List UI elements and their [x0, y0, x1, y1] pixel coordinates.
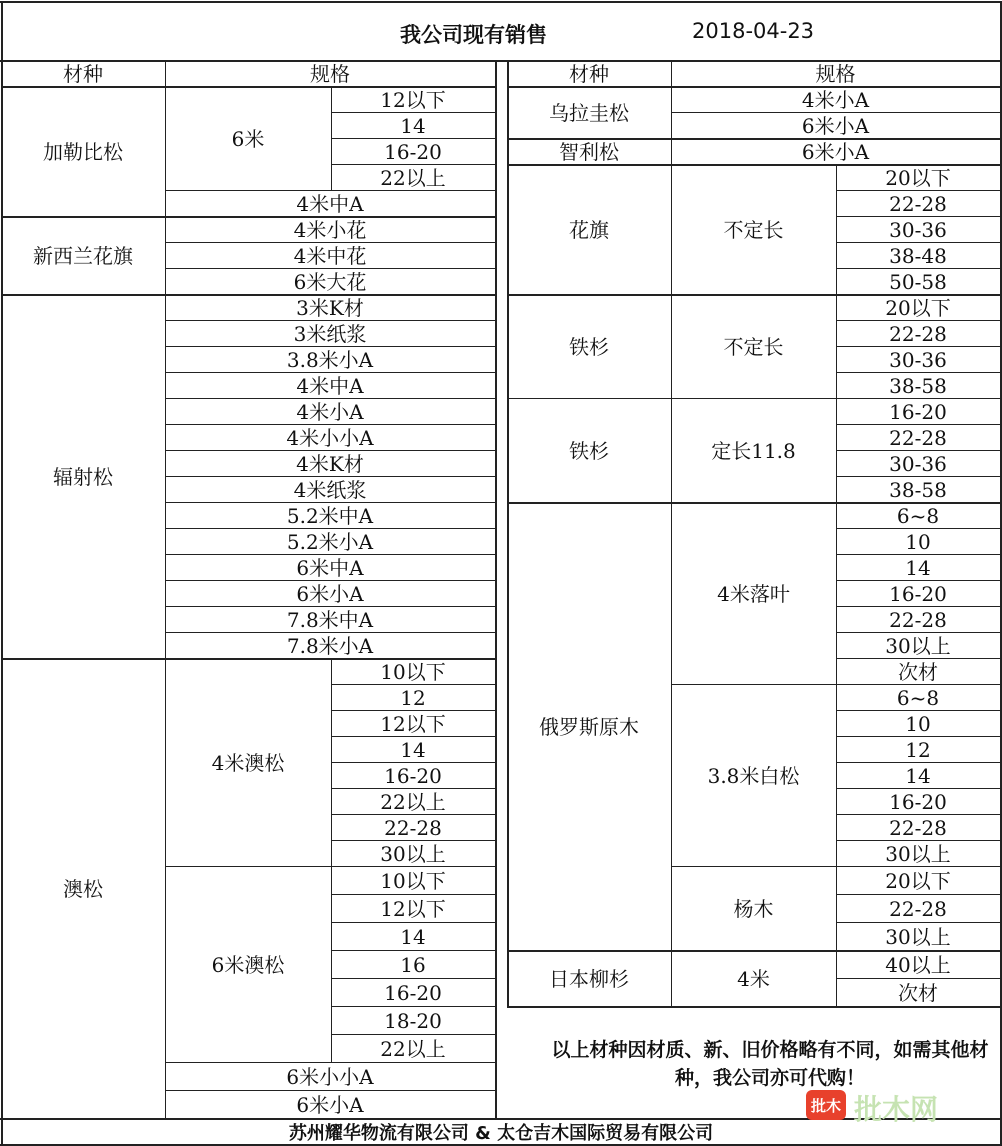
length-label: 不定长	[723, 218, 784, 242]
spec-item: 6米小A	[801, 140, 870, 164]
spec-item: 22-28	[889, 192, 947, 216]
spec-item: 38-58	[889, 478, 947, 502]
spec-item: 16-20	[889, 582, 947, 606]
watermark-logo	[806, 1088, 1002, 1126]
spec-item: 10以下	[380, 869, 446, 893]
spec-item: 22-28	[889, 608, 947, 632]
species-name: 铁杉	[569, 439, 609, 463]
spec-item: 14	[400, 114, 426, 138]
length-label: 3.8米白松	[707, 764, 800, 788]
spec-item: 3米纸浆	[293, 322, 367, 346]
spec-item: 14	[400, 738, 426, 762]
spec-item: 12以下	[380, 88, 446, 112]
spec-item: 22-28	[889, 426, 947, 450]
spec-item: 3米K材	[296, 296, 364, 320]
spec-item: 5.2米中A	[286, 504, 374, 528]
spec-item: 12以下	[380, 897, 446, 921]
spec-item: 4米小小A	[286, 426, 374, 450]
column-header-species: 材种	[569, 62, 609, 86]
spec-item: 14	[905, 764, 931, 788]
species-name: 俄罗斯原木	[539, 715, 639, 739]
spec-item: 6~8	[896, 504, 940, 528]
length-label: 6米澳松	[211, 953, 285, 977]
spec-item: 4米中A	[296, 374, 364, 398]
spec-item: 40以上	[885, 953, 951, 977]
spec-item: 22-28	[889, 322, 947, 346]
species-name: 辐射松	[53, 465, 113, 489]
spec-item: 次材	[898, 981, 938, 1005]
spec-item: 12	[400, 686, 426, 710]
species-name: 乌拉圭松	[549, 101, 629, 125]
column-header-spec: 规格	[815, 62, 856, 86]
spec-item: 6米大花	[293, 270, 367, 294]
spec-item: 6米小A	[296, 1093, 364, 1117]
spec-item: 4米中花	[293, 244, 367, 268]
spec-item: 18-20	[384, 1009, 442, 1033]
spec-item: 6米小A	[801, 114, 870, 138]
spec-item: 10	[905, 530, 931, 554]
spec-item: 7.8米中A	[286, 608, 374, 632]
spec-item: 22-28	[384, 816, 442, 840]
spec-item: 4米小A	[296, 400, 364, 424]
length-label: 6米	[231, 127, 265, 151]
spec-item: 22以上	[380, 1037, 446, 1061]
spec-item: 14	[905, 556, 931, 580]
species-name: 智利松	[559, 140, 619, 164]
spec-item: 30以上	[885, 842, 951, 866]
grid-line	[0, 1, 1002, 3]
species-name: 澳松	[63, 877, 103, 901]
date-label: 2018-04-23	[692, 19, 815, 43]
length-label: 4米澳松	[211, 751, 285, 775]
spec-item: 6米小A	[296, 582, 364, 606]
spec-item: 16-20	[384, 981, 442, 1005]
spec-item: 38-58	[889, 374, 947, 398]
page-title: 我公司现有销售	[400, 23, 547, 47]
spec-item: 次材	[898, 660, 938, 684]
spec-item: 30-36	[889, 218, 947, 242]
grid-line	[507, 1006, 1000, 1008]
spec-item: 4米小花	[293, 218, 367, 242]
spec-item: 30以上	[885, 925, 951, 949]
length-label: 4米落叶	[717, 582, 790, 606]
spec-item: 3.8米小A	[286, 348, 374, 372]
species-name: 花旗	[569, 218, 609, 242]
species-name: 日本柳杉	[549, 967, 629, 991]
spec-item: 16-20	[384, 764, 442, 788]
spec-item: 20以下	[885, 296, 951, 320]
spec-item: 7.8米小A	[286, 634, 374, 658]
species-name: 铁杉	[569, 335, 609, 359]
spec-item: 10以下	[380, 660, 446, 684]
spec-item: 20以下	[885, 869, 951, 893]
column-header-spec: 规格	[310, 62, 350, 86]
watermark-badge: 批木	[806, 1090, 846, 1120]
spec-item: 16-20	[889, 790, 947, 814]
note-text: 以上材种因材质、新、旧价格略有不同，如需其他材种，我公司亦可代购！	[551, 1039, 989, 1089]
footer-companies: 苏州耀华物流有限公司 & 太仓吉木国际贸易有限公司	[288, 1123, 714, 1144]
spec-item: 22-28	[889, 816, 947, 840]
spec-item: 30以上	[380, 842, 446, 866]
length-label: 4米	[737, 967, 770, 991]
spec-item: 22以上	[380, 790, 446, 814]
spec-item: 4米小A	[801, 88, 870, 112]
spec-item: 4米中A	[296, 192, 364, 216]
spec-item: 30-36	[889, 452, 947, 476]
spec-item: 30以上	[885, 634, 951, 658]
spec-item: 4米纸浆	[293, 478, 367, 502]
spec-item: 22-28	[889, 897, 947, 921]
spec-item: 22以上	[380, 166, 446, 190]
spec-item: 6米小小A	[286, 1065, 374, 1089]
species-name: 新西兰花旗	[33, 244, 133, 268]
spec-item: 12以下	[380, 712, 446, 736]
spec-item: 30-36	[889, 348, 947, 372]
spec-item: 6米中A	[296, 556, 364, 580]
species-name: 加勒比松	[43, 140, 123, 164]
length-label: 不定长	[723, 335, 784, 359]
spec-item: 10	[905, 712, 931, 736]
spec-item: 50-58	[889, 270, 947, 294]
spec-item: 12	[905, 738, 931, 762]
spec-item: 16-20	[384, 140, 442, 164]
spec-item: 6~8	[896, 686, 940, 710]
spec-item: 5.2米小A	[286, 530, 374, 554]
grid-line	[495, 60, 497, 1118]
spec-item: 14	[400, 925, 426, 949]
spec-item: 16-20	[889, 400, 947, 424]
spec-item: 20以下	[885, 166, 951, 190]
watermark-text: 批木网	[854, 1093, 939, 1126]
spec-item: 38-48	[889, 244, 947, 268]
length-label: 杨木	[733, 897, 774, 921]
length-label: 定长11.8	[711, 439, 796, 463]
column-header-species: 材种	[63, 62, 103, 86]
spec-item: 16	[400, 953, 426, 977]
spec-item: 4米K材	[296, 452, 364, 476]
